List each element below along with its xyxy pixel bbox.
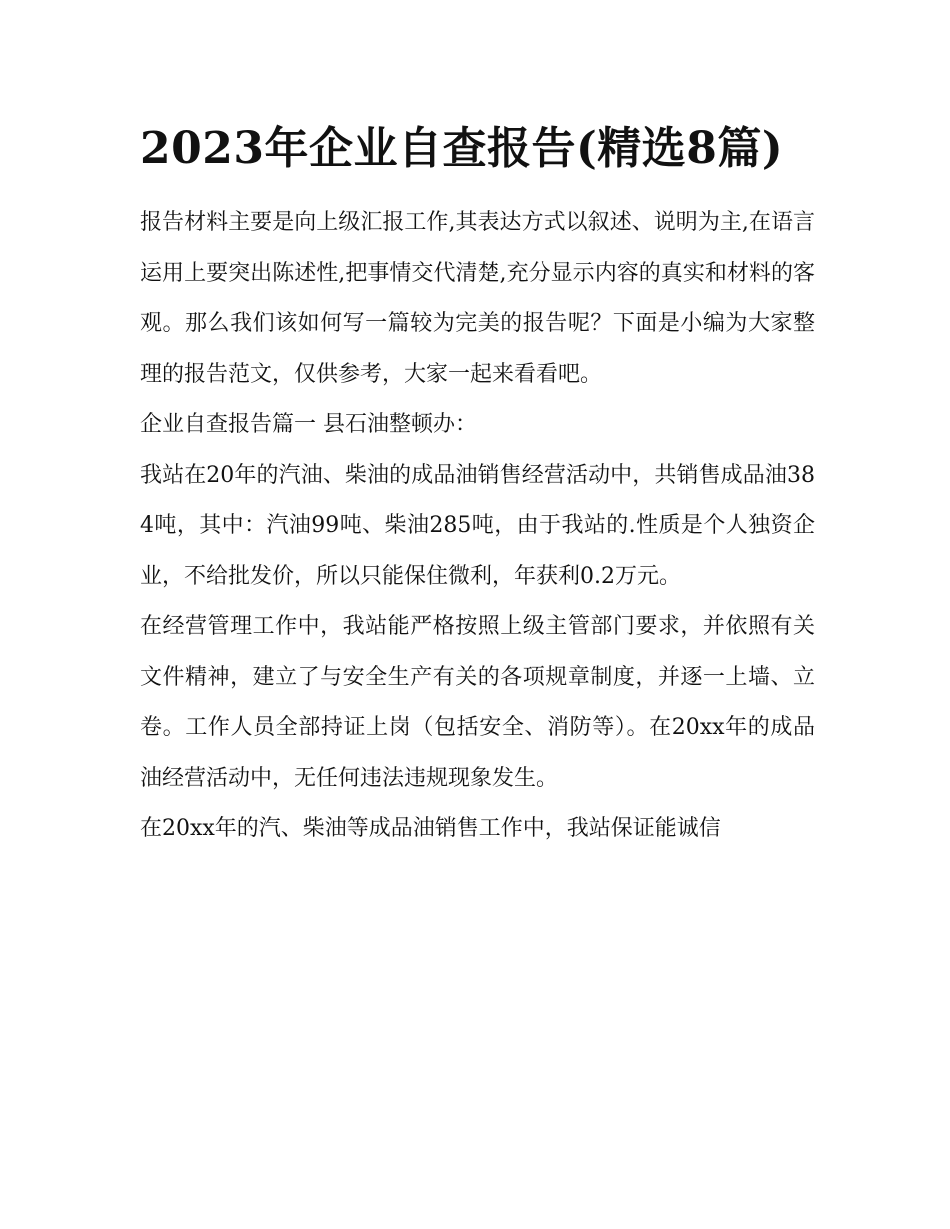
paragraph-sales: 我站在20年的汽油、柴油的成品油销售经营活动中，共销售成品油384吨，其中：汽油99吨、柴油285吨，由于我站的.性质是个人独资企业，不给批发价，所以只能保住微利，年获利0.2万元。 xyxy=(140,462,815,589)
document-body xyxy=(140,198,815,855)
paragraph-intro: 报告材料主要是向上级汇报工作,其表达方式以叙述、说明为主,在语言运用上要突出陈述性,把事情交代清楚,充分显示内容的真实和材料的客观。那么我们该如何写一篇较为完美的报告呢？下面是小编为大家整理的报告范文，仅供参考，大家一起来看看吧。 xyxy=(140,210,815,387)
document-title: 2023年企业自查报告(精选8篇) xyxy=(140,123,784,174)
paragraph-integrity: 在20xx年的汽、柴油等成品油销售工作中，我站保证能诚信 xyxy=(140,816,721,841)
document-page xyxy=(140,118,815,855)
paragraph-heading-1: 企业自查报告篇一 县石油整顿办： xyxy=(140,412,477,437)
paragraph-management: 在经营管理工作中，我站能严格按照上级主管部门要求，并依照有关文件精神，建立了与安全生产有关的各项规章制度，并逐一上墙、立卷。工作人员全部持证上岗（包括安全、消防等）。在20xx年的成品油经营活动中，无任何违法违规现象发生。 xyxy=(140,614,815,791)
